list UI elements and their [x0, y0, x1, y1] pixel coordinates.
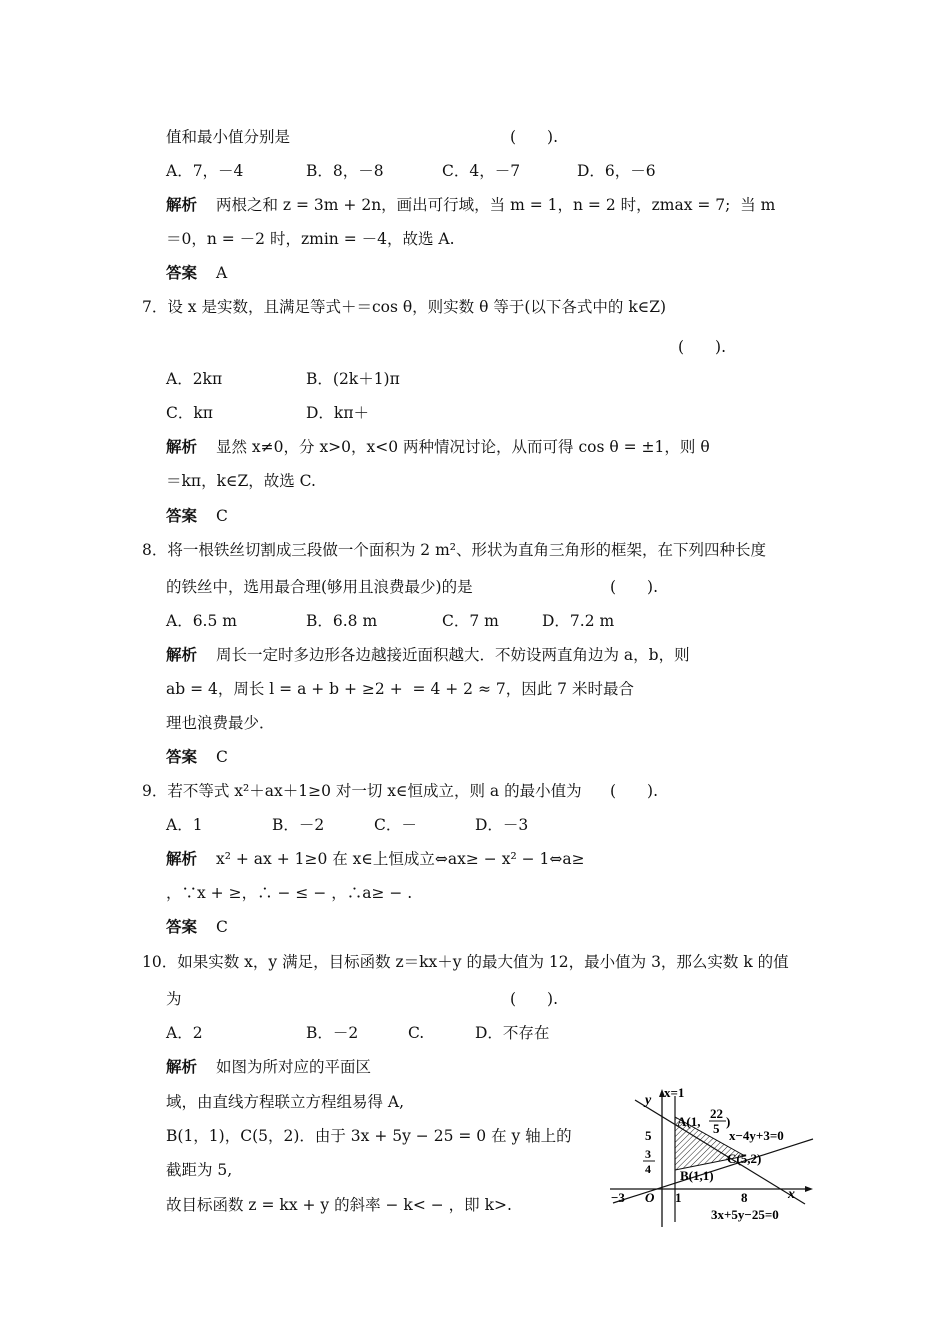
q8-jiexi-line3: 理也浪费最少． — [166, 714, 275, 732]
point-a-label: A(1, — [677, 1114, 701, 1129]
feasible-region-figure — [605, 1082, 820, 1232]
q7-option-c: C．kπ — [166, 404, 213, 422]
q9-jiexi-label: 解析 — [166, 849, 198, 868]
q6-option-b: B．8，－8 — [306, 162, 384, 180]
q6-jiexi-label: 解析 — [166, 195, 198, 214]
y-axis-label: y — [645, 1093, 652, 1108]
origin-label: O — [645, 1190, 655, 1205]
q8-jiexi-line2: ab = 4，周长 l = a + b + ≥2 + = 4 + 2 ≈ 7，因此 7 米时最合 — [166, 680, 634, 698]
q10-stem-line1: 10．如果实数 x，y 满足，目标函数 z＝kx＋y 的最大值为 12，最小值为 3，那么实数 k 的值 — [142, 953, 789, 971]
q9-stem: 9．若不等式 x²＋ax＋1≥0 对一切 x∈恒成立，则 a 的最小值为 — [142, 782, 582, 800]
q6-jiexi-line2: ＝0，n = －2 时，zmin = －4，故选 A. — [166, 230, 455, 248]
q10-option-b: B．－2 — [306, 1024, 359, 1042]
q8-jiexi-label: 解析 — [166, 645, 198, 664]
q9-jiexi-line2: ，∵x + ≥，∴ − ≤ − ，∴a≥ − . — [166, 884, 413, 902]
label-line-3x-5y-25: 3x+5y−25=0 — [711, 1207, 779, 1222]
q7-jiexi-line2: ＝kπ，k∈Z，故选 C. — [166, 472, 316, 490]
q6-jiexi-line1: 两根之和 z = 3m + 2n，画出可行域，当 m = 1，n = 2 时，zmax = 7; 当 m — [216, 196, 776, 214]
q9-option-c: C．－ — [374, 816, 417, 834]
point-b-label: B(1,1) — [680, 1168, 714, 1183]
q10-stem-line2: 为 — [166, 990, 182, 1008]
q7-option-a: A．2kπ — [166, 370, 223, 388]
q7-answer-paren: ( ). — [678, 338, 727, 356]
q8-answer: C — [216, 748, 228, 766]
point-a-close: ) — [726, 1114, 731, 1129]
q6-option-c: C．4，－7 — [442, 162, 521, 180]
q7-option-d: D．kπ＋ — [306, 404, 370, 422]
q6-answer-label: 答案 — [166, 263, 198, 282]
q6-answer-paren: ( ). — [510, 128, 559, 146]
q8-answer-label: 答案 — [166, 747, 198, 766]
q9-option-a: A．1 — [166, 816, 203, 834]
q10-jiexi-line4: 截距为 5, — [166, 1161, 233, 1179]
tick-label-3-4-num: 3 — [645, 1147, 651, 1161]
tick-label-neg3: −3 — [611, 1190, 625, 1205]
q10-option-c: C. — [408, 1024, 425, 1042]
q7-jiexi-line1: 显然 x≠0，分 x>0，x<0 两种情况讨论，从而可得 cos θ = ±1，则 θ — [216, 438, 710, 456]
q8-option-a: A．6.5 m — [166, 612, 237, 630]
q9-answer-label: 答案 — [166, 917, 198, 936]
tick-label-1: 1 — [675, 1190, 682, 1205]
q8-option-d: D．7.2 m — [542, 612, 615, 630]
q7-jiexi-label: 解析 — [166, 437, 198, 456]
q10-jiexi-line5: 故目标函数 z = kx + y 的斜率 − k< − ，即 k>. — [166, 1196, 512, 1214]
point-c-label: C(5,2) — [727, 1151, 762, 1166]
q9-option-d: D．－3 — [475, 816, 529, 834]
q7-option-b: B．(2k＋1)π — [306, 370, 400, 388]
label-line-x-4y-3: x−4y+3=0 — [729, 1128, 784, 1143]
tick-label-3-4-den: 4 — [645, 1162, 651, 1176]
tick-label-5: 5 — [645, 1128, 652, 1143]
q10-jiexi-label: 解析 — [166, 1057, 198, 1076]
x-axis-arrow — [805, 1186, 813, 1192]
q8-option-b: B．6.8 m — [306, 612, 378, 630]
label-x-equals-1: x=1 — [664, 1085, 685, 1100]
q6-option-d: D．6，－6 — [577, 162, 656, 180]
q9-option-b: B．－2 — [272, 816, 325, 834]
tick-label-8: 8 — [741, 1190, 748, 1205]
q6-answer: A — [216, 264, 228, 282]
q8-option-c: C．7 m — [442, 612, 499, 630]
q7-answer-label: 答案 — [166, 506, 198, 525]
q8-stem-line1: 8．将一根铁丝切割成三段做一个面积为 2 m²、形状为直角三角形的框架，在下列四种长度 — [142, 541, 766, 559]
q8-stem-line2: 的铁丝中，选用最合理(够用且浪费最少)的是 — [166, 578, 473, 596]
q7-answer: C — [216, 507, 228, 525]
point-a-frac-den: 5 — [713, 1121, 720, 1136]
q8-jiexi-line1: 周长一定时多边形各边越接近面积越大．不妨设两直角边为 a，b，则 — [216, 646, 690, 664]
q8-answer-paren: ( ). — [610, 578, 659, 596]
q7-stem: 7．设 x 是实数，且满足等式＋＝cos θ，则实数 θ 等于(以下各式中的 k∈Z) — [142, 298, 667, 316]
q10-jiexi-line1: 如图为所对应的平面区 — [216, 1058, 372, 1076]
q10-jiexi-line3: B(1，1)，C(5，2)．由于 3x + 5y − 25 = 0 在 y 轴上的 — [166, 1127, 572, 1145]
q6-option-a: A．7，－4 — [166, 162, 244, 180]
q10-option-a: A．2 — [166, 1024, 203, 1042]
q9-answer-paren: ( ). — [610, 782, 659, 800]
q10-answer-paren: ( ). — [510, 990, 559, 1008]
q6-stem-tail: 值和最小值分别是 — [166, 128, 291, 146]
q9-answer: C — [216, 918, 228, 936]
x-axis-label: x — [788, 1187, 795, 1202]
q9-jiexi-line1: x² + ax + 1≥0 在 x∈上恒成立⇔ax≥ − x² − 1⇔a≥ — [216, 850, 585, 868]
q10-option-d: D．不存在 — [475, 1024, 550, 1042]
q10-jiexi-line2: 域，由直线方程联立方程组易得 A, — [166, 1093, 405, 1111]
point-a-frac-num: 22 — [710, 1106, 723, 1121]
